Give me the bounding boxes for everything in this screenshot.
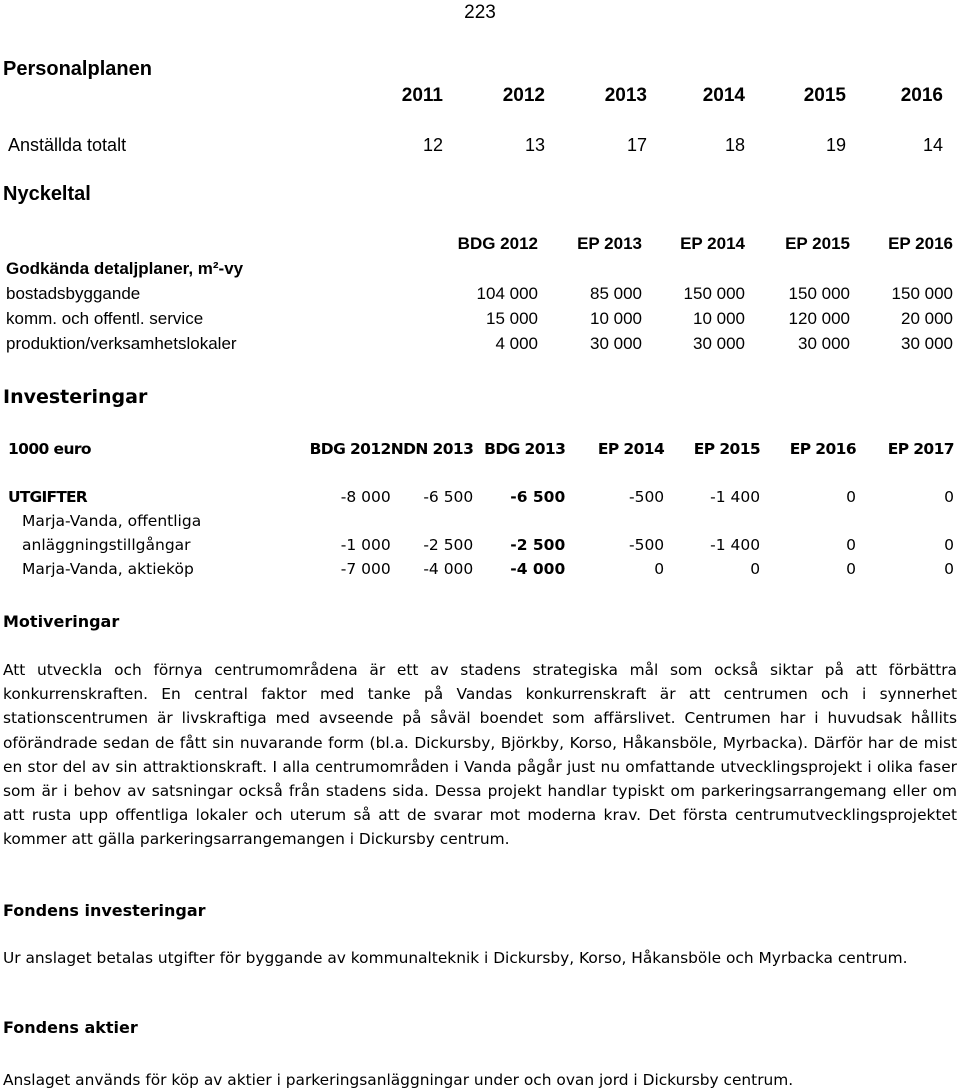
column-header: EP 2013 xyxy=(577,234,642,253)
utgifter-row xyxy=(8,485,954,509)
group-row xyxy=(6,256,953,281)
row-label: anläggningstillgångar xyxy=(22,536,191,554)
cell: -6 500 xyxy=(423,488,474,506)
year-header: 2012 xyxy=(502,85,545,106)
row-label: komm. och offentl. service xyxy=(6,308,204,328)
personal-header-row xyxy=(8,82,943,110)
cell: -500 xyxy=(628,536,665,554)
table-row xyxy=(6,331,953,356)
cell: 0 xyxy=(944,560,954,578)
group-label: Godkända detaljplaner, m²-vy xyxy=(6,258,244,278)
motiveringar-heading: Motiveringar xyxy=(3,612,120,631)
cell: 0 xyxy=(846,488,857,506)
fondens-investeringar-heading: Fondens investeringar xyxy=(3,901,206,920)
row-label: Anställda totalt xyxy=(8,134,127,155)
column-header: EP 2015 xyxy=(785,234,850,253)
cell: 30 000 xyxy=(901,333,953,353)
year-header: 2011 xyxy=(401,85,443,106)
column-header: BDG 2012 xyxy=(457,234,538,253)
cell: -4 000 xyxy=(423,560,474,578)
table-row xyxy=(8,509,954,533)
fondens-aktier-heading: Fondens aktier xyxy=(3,1018,138,1037)
personal-plan-title: Personalplanen xyxy=(3,58,152,80)
cell: 30 000 xyxy=(590,333,642,353)
column-header: EP 2015 xyxy=(693,440,761,458)
cell: 85 000 xyxy=(590,283,642,303)
column-header: EP 2014 xyxy=(597,440,665,458)
column-header: EP 2016 xyxy=(888,234,953,253)
cell: -8 000 xyxy=(340,488,391,506)
column-header: EP 2014 xyxy=(680,234,745,253)
fondens-aktier-paragraph: Anslaget används för köp av aktier i parkeringsanläggningar under och ovan jord i Dickursby centrum. xyxy=(3,1071,794,1089)
cell: -1 000 xyxy=(340,536,391,554)
year-header: 2016 xyxy=(900,85,943,106)
table-row xyxy=(8,557,954,581)
cell: 10 000 xyxy=(693,308,745,328)
cell: 17 xyxy=(626,134,647,155)
cell: 0 xyxy=(944,536,954,554)
cell: -4 000 xyxy=(510,560,566,578)
table-row xyxy=(8,132,943,158)
row-label: bostadsbyggande xyxy=(6,283,141,303)
cell: 15 000 xyxy=(486,308,538,328)
cell: 0 xyxy=(846,536,857,554)
cell: -500 xyxy=(628,488,665,506)
cell: 0 xyxy=(750,560,761,578)
table-row xyxy=(8,533,954,557)
column-header: NDN 2013 xyxy=(390,440,474,458)
column-header: BDG 2012 xyxy=(309,440,391,458)
fondens-investeringar-paragraph: Ur anslaget betalas utgifter för byggande av kommunalteknik i Dickursby, Korso, Håkansböle och Myrbacka centrum. xyxy=(3,949,908,967)
table-row xyxy=(6,306,953,331)
cell: 30 000 xyxy=(798,333,850,353)
cell: -2 500 xyxy=(423,536,474,554)
row-label: produktion/verksamhetslokaler xyxy=(6,333,237,353)
cell: 150 000 xyxy=(891,283,953,303)
column-header: EP 2017 xyxy=(887,440,954,458)
cell: 0 xyxy=(846,560,857,578)
cell: 13 xyxy=(524,134,545,155)
row-label: Marja-Vanda, offentliga xyxy=(22,512,202,530)
cell: 10 000 xyxy=(590,308,642,328)
cell: 18 xyxy=(724,134,745,155)
cell: 150 000 xyxy=(788,283,850,303)
year-header: 2015 xyxy=(803,85,846,106)
cell: -7 000 xyxy=(340,560,391,578)
column-header: BDG 2013 xyxy=(484,440,566,458)
cell: 0 xyxy=(944,488,954,506)
row-label: UTGIFTER xyxy=(8,488,87,506)
cell: 120 000 xyxy=(788,308,850,328)
year-header: 2014 xyxy=(702,85,745,106)
cell: -2 500 xyxy=(510,536,566,554)
cell: 4 000 xyxy=(495,333,538,353)
cell: 30 000 xyxy=(693,333,745,353)
cell: 150 000 xyxy=(683,283,745,303)
cell: -6 500 xyxy=(510,488,566,506)
nyckeltal-heading: Nyckeltal xyxy=(3,183,91,205)
cell: -1 400 xyxy=(710,488,761,506)
table-row xyxy=(6,281,953,306)
investeringar-table xyxy=(8,437,954,581)
cell: 12 xyxy=(422,134,443,155)
motiveringar-paragraph: Att utveckla och förnya centrumområdena är ett av stadens strategiska mål som också siktar på att förbättra konkurrenskraften. En central faktor med tanke på Vandas konkurrenskraft är att centrumen och i synnerhet stationscentrumen är livskraftiga med avseende på såväl boendet som affärslivet. Centrumen har i huvudsak hållits oförändrade sedan de fått sin nuvarande form (bl.a. Dickursby, Björkby, Korso, Håkansböle, Myrbacka). Därför har de mist en stor del av sin attraktionskraft. I alla centrumområden i Vanda pågår just nu omfattande utvecklingsprojekt i olika faser som är i behov av satsningar också från stadens sida. Dessa projekt handlar typiskt om parkeringsarrangemang eller om att rusta upp offentliga lokaler och uterum så att de svarar mot moderna krav. Det första centrumutvecklingsprojektet kommer att gälla parkeringsarrangemangen i Dickursby centrum. xyxy=(3,661,957,849)
year-header: 2013 xyxy=(604,85,647,106)
row-label: Marja-Vanda, aktieköp xyxy=(22,560,194,578)
cell: 19 xyxy=(825,134,846,155)
column-header: EP 2016 xyxy=(789,440,857,458)
cell: 104 000 xyxy=(476,283,538,303)
page-number: 223 xyxy=(464,2,496,23)
nyckeltal-header-row xyxy=(6,232,953,256)
cell: 0 xyxy=(654,560,665,578)
nyckeltal-table xyxy=(6,232,953,356)
cell: 20 000 xyxy=(901,308,953,328)
personal-table xyxy=(8,82,943,158)
investeringar-heading: Investeringar xyxy=(3,386,148,408)
cell: -1 400 xyxy=(710,536,761,554)
cell: 14 xyxy=(922,134,943,155)
unit-label: 1000 euro xyxy=(8,440,91,458)
investeringar-header-row xyxy=(8,437,954,461)
